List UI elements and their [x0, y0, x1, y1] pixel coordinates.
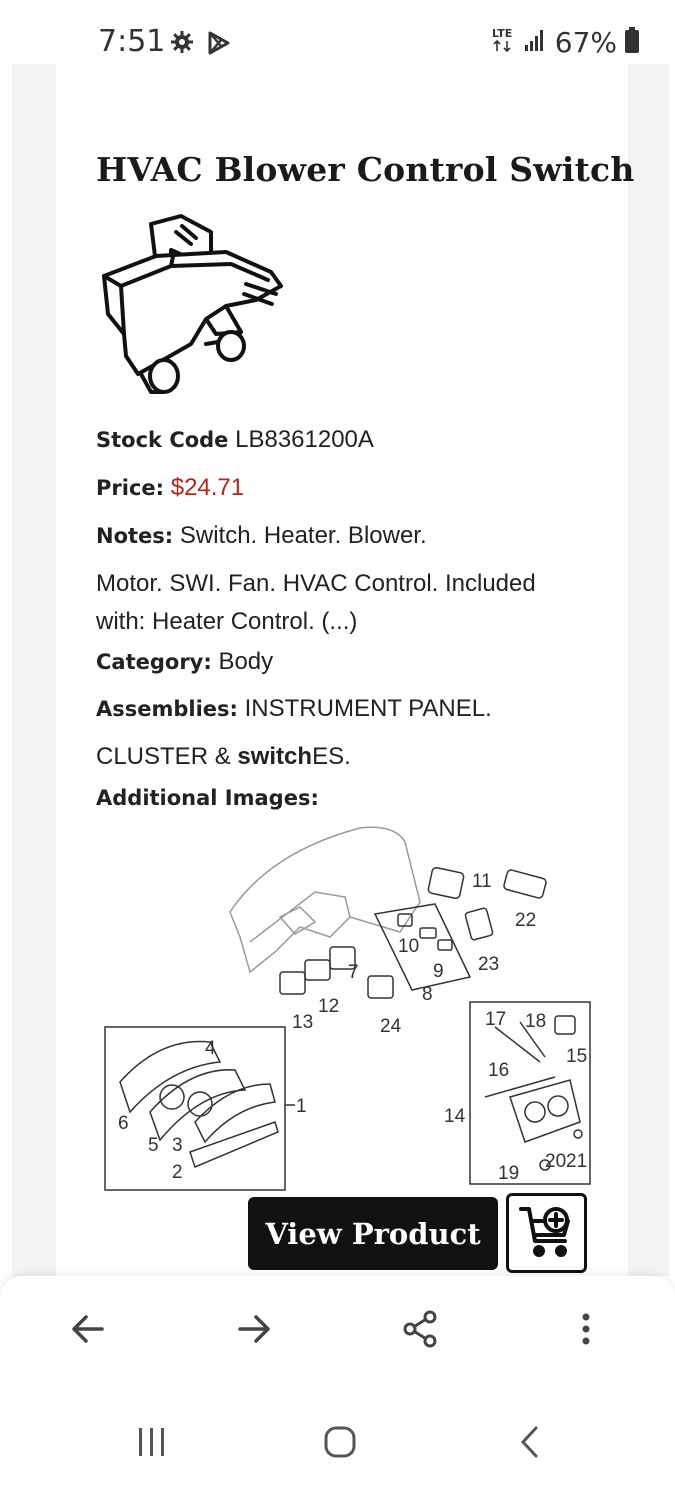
svg-text:5: 5 [148, 1135, 159, 1156]
product-title: HVAC Blower Control Switch [96, 150, 635, 189]
category-value: Body [218, 648, 274, 675]
more-options-button[interactable] [561, 1306, 611, 1356]
assemblies-line-2-bold: switch [237, 743, 313, 770]
svg-text:4: 4 [205, 1038, 216, 1059]
svg-text:11: 11 [472, 871, 492, 892]
category [96, 648, 273, 676]
add-to-cart-button[interactable] [506, 1193, 587, 1273]
stock-code [96, 426, 374, 454]
back-arrow-icon [70, 1311, 106, 1352]
signal-icon [523, 28, 547, 57]
assemblies-line-2 [96, 743, 351, 771]
assemblies [96, 695, 492, 723]
home-button[interactable] [310, 1422, 370, 1466]
notes-label: Notes: [96, 524, 174, 548]
svg-text:9: 9 [433, 961, 444, 982]
assemblies-line-2-post: ES. [312, 743, 351, 770]
svg-text:24: 24 [380, 1016, 402, 1037]
assemblies-line-1: INSTRUMENT PANEL. [244, 695, 492, 722]
stock-code-label: Stock Code [96, 428, 229, 452]
svg-text:17: 17 [485, 1009, 507, 1030]
svg-text:6: 6 [118, 1113, 129, 1134]
lte-icon [491, 25, 515, 60]
additional-images-label: Additional Images: [96, 786, 319, 810]
svg-text:LTE: LTE [491, 26, 512, 40]
svg-text:14: 14 [444, 1106, 466, 1127]
back-chevron-icon [518, 1425, 542, 1464]
share-button[interactable] [395, 1306, 445, 1356]
browser-toolbar [0, 1276, 675, 1386]
category-label: Category: [96, 650, 212, 674]
battery-percent: 67% [554, 25, 617, 59]
notes [96, 522, 427, 550]
assemblies-label: Assemblies: [96, 697, 238, 721]
status-time: 7:51 [98, 24, 166, 59]
view-product-button[interactable]: View Product [248, 1197, 498, 1270]
svg-text:8: 8 [422, 984, 433, 1005]
notes-line-2: Motor. SWI. Fan. HVAC Control. Included [96, 570, 536, 597]
price-value: $24.71 [170, 474, 245, 501]
share-icon [400, 1309, 440, 1354]
notes-line-3: with: Heater Control. (...) [96, 608, 358, 635]
back-button[interactable] [63, 1306, 113, 1356]
svg-text:23: 23 [478, 954, 500, 975]
home-icon [322, 1424, 358, 1465]
gear-icon [170, 30, 194, 59]
svg-text:19: 19 [498, 1163, 520, 1184]
forward-arrow-icon [236, 1311, 272, 1352]
price-label: Price: [96, 476, 165, 500]
system-navigation-bar [0, 1386, 675, 1500]
svg-text:7: 7 [348, 962, 359, 983]
svg-text:22: 22 [515, 910, 537, 931]
status-right-group [491, 24, 639, 60]
svg-text:12: 12 [318, 996, 340, 1017]
stock-code-value: LB8361200A [235, 426, 374, 453]
notes-line-1: Switch. Heater. Blower. [179, 522, 427, 549]
svg-text:20: 20 [545, 1151, 567, 1172]
svg-text:13: 13 [292, 1012, 314, 1033]
add-to-cart-icon [518, 1203, 576, 1264]
recents-button[interactable] [122, 1422, 182, 1466]
assemblies-line-2-pre: CLUSTER & [96, 743, 238, 770]
system-back-button[interactable] [500, 1422, 560, 1466]
svg-text:16: 16 [488, 1060, 510, 1081]
svg-text:3: 3 [172, 1135, 183, 1156]
price [96, 474, 244, 502]
svg-text:10: 10 [398, 936, 420, 957]
svg-text:18: 18 [525, 1011, 547, 1032]
recents-icon [136, 1426, 168, 1463]
svg-text:1: 1 [296, 1096, 307, 1117]
forward-button[interactable] [229, 1306, 279, 1356]
assembly-diagram[interactable] [100, 822, 595, 1194]
svg-text:15: 15 [566, 1046, 588, 1067]
battery-icon [625, 27, 639, 58]
svg-text:2: 2 [172, 1162, 183, 1183]
svg-text:21: 21 [566, 1151, 588, 1172]
play-store-icon [206, 30, 232, 61]
product-image[interactable] [96, 214, 291, 404]
additional-images-heading [96, 784, 319, 812]
more-vert-icon [580, 1311, 592, 1352]
